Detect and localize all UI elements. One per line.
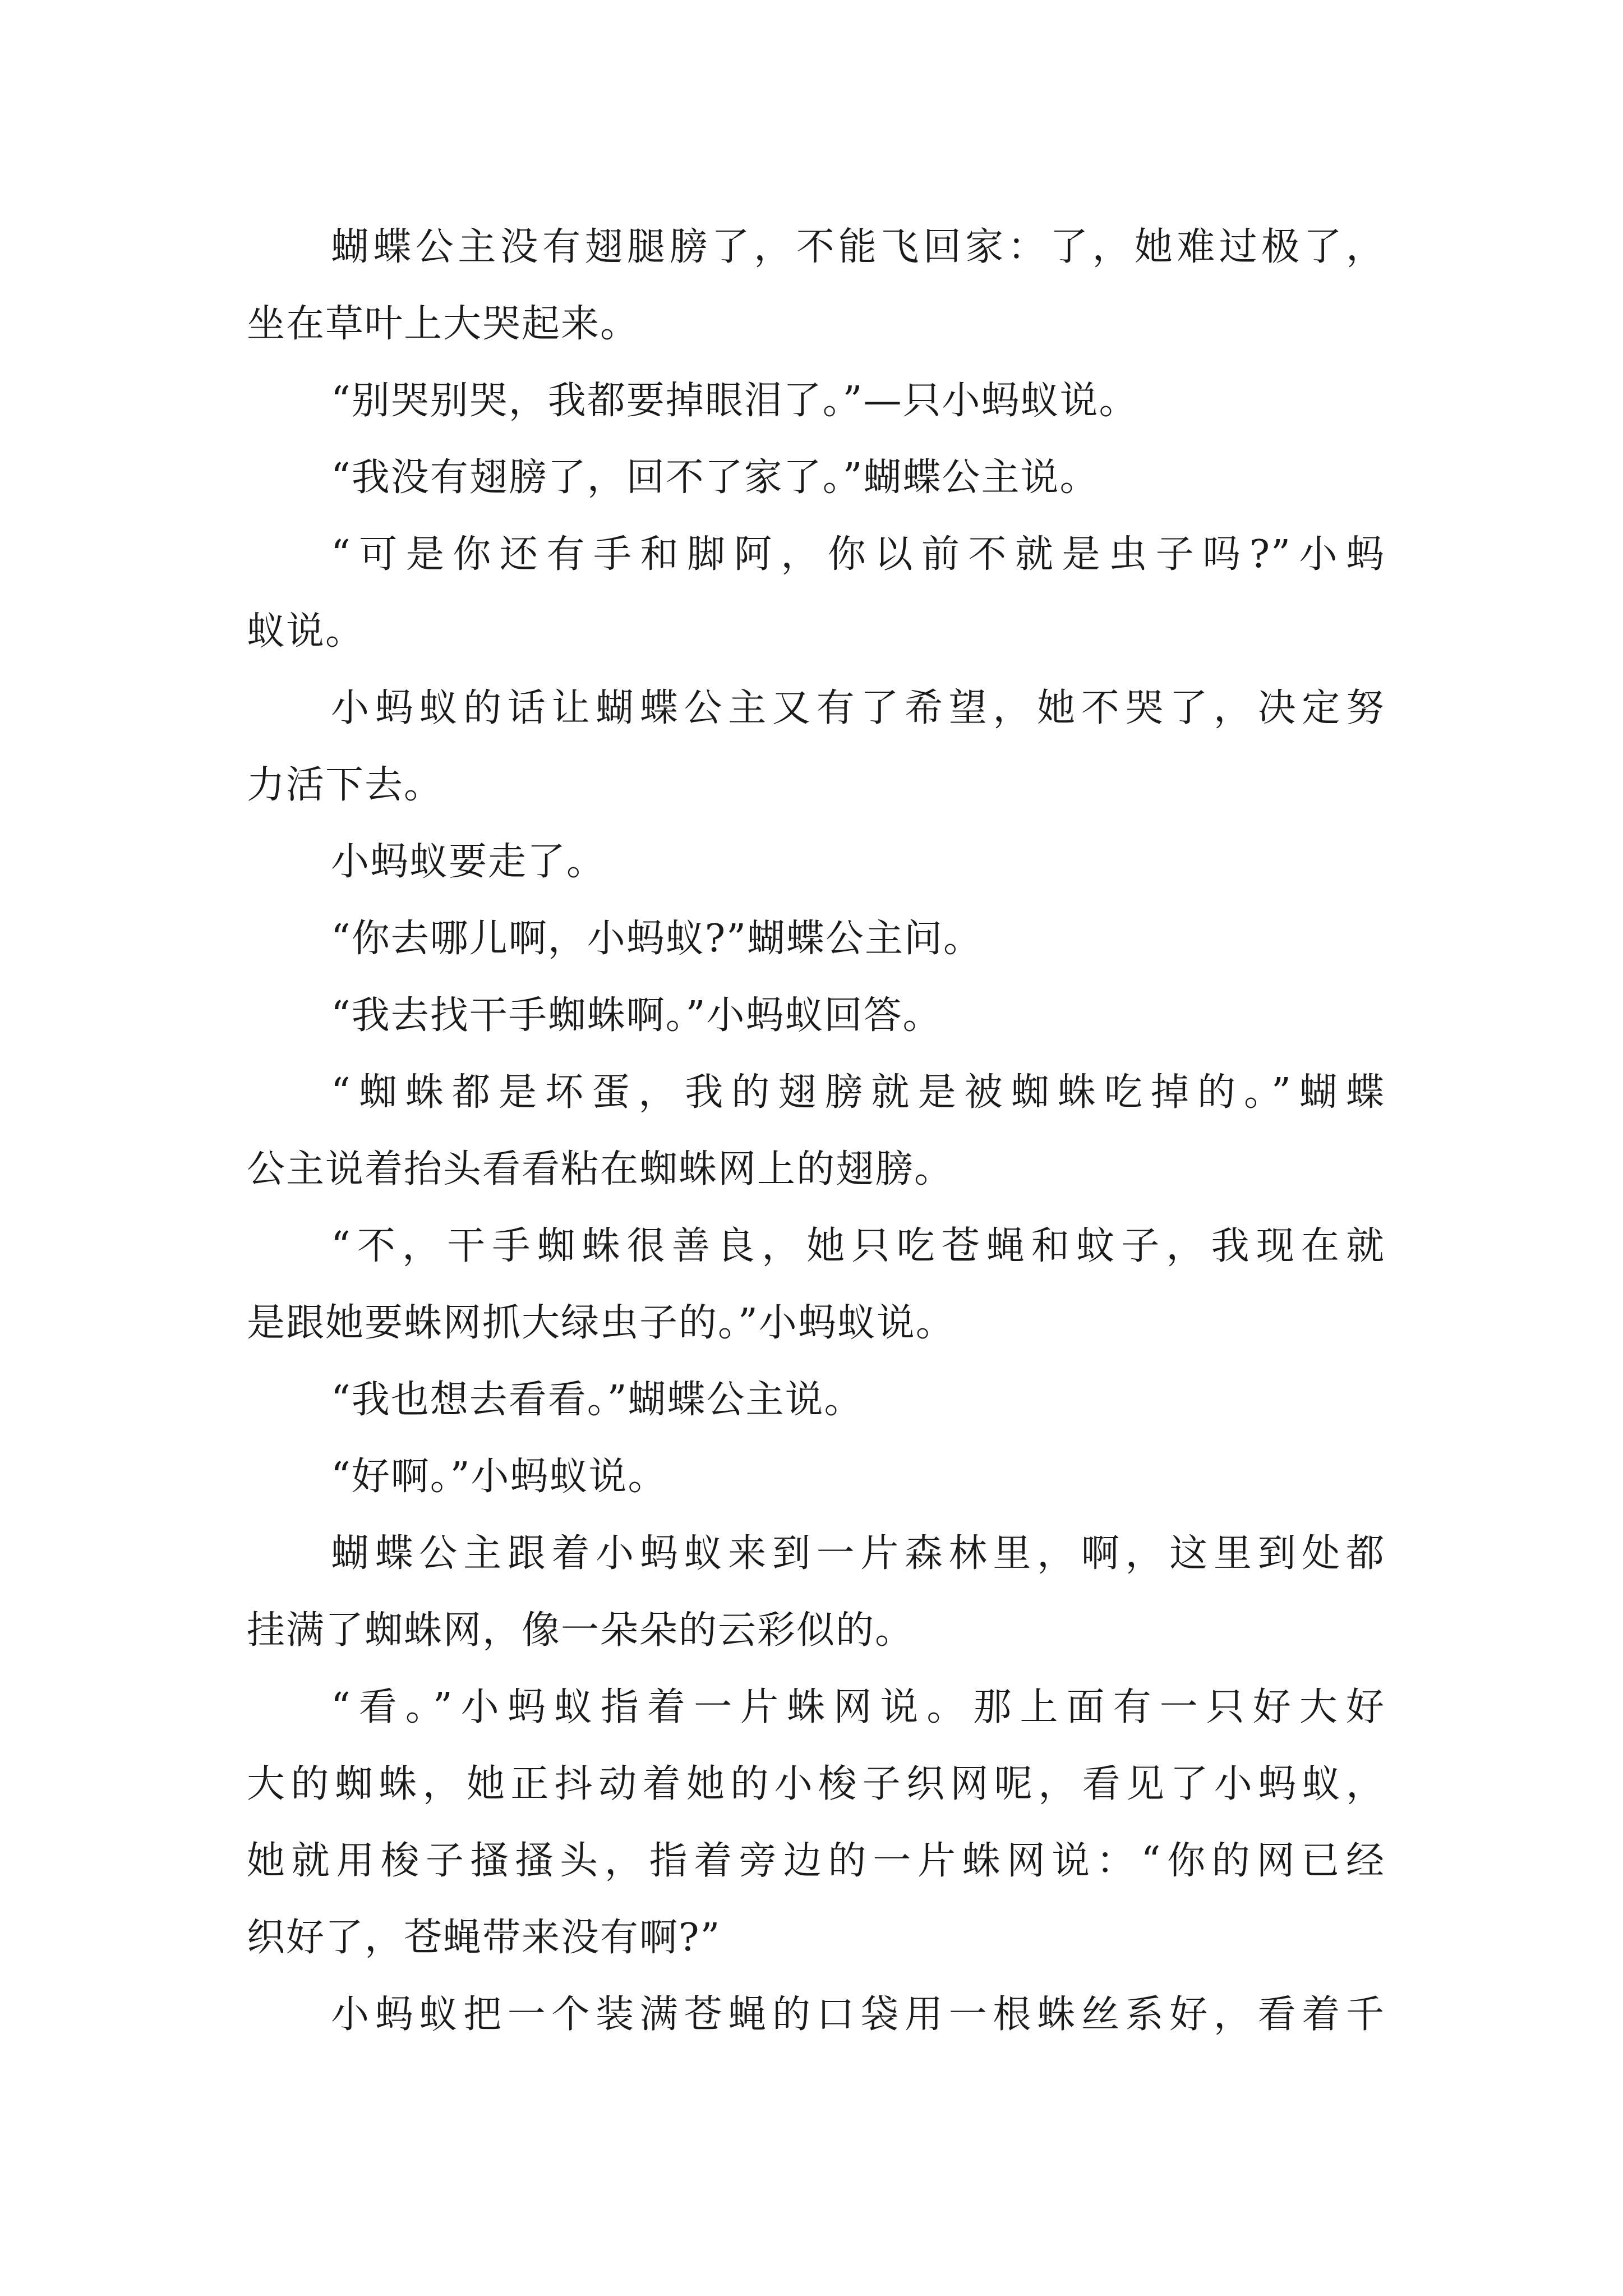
text-line: 挂满了蜘蛛网，像一朵朵的云彩似的。 [247, 1608, 915, 1653]
text-line: 是跟她要蛛网抓大绿虫子的。”小蚂蚁说。 [247, 1301, 955, 1345]
text-line: “我去找干手蜘蛛啊。”小蚂蚁回答。 [331, 993, 942, 1038]
text-line: 坐在草叶上大哭起来。 [247, 302, 640, 346]
text-line: 织好了，苍蝇带来没有啊?” [247, 1916, 721, 1960]
text-line: “别哭别哭，我都要掉眼泪了。”—只小蚂蚁说。 [331, 379, 1138, 423]
text-line: “看。”小蚂蚁指着一片蛛网说。那上面有一只好大好 [331, 1685, 1385, 1729]
text-line: “你去哪儿啊，小蚂蚁?”蝴蝶公主问。 [331, 917, 983, 961]
text-line: “蜘蛛都是坏蛋，我的翅膀就是被蜘蛛吃掉的。”蝴蝶 [331, 1070, 1385, 1115]
text-line: 大的蜘蛛，她正抖动着她的小梭子织网呢，看见了小蚂蚁， [247, 1762, 1385, 1806]
text-line: “可是你还有手和脚阿，你以前不就是虫子吗?”小蚂 [331, 532, 1385, 577]
text-line: 小蚂蚁把一个装满苍蝇的口袋用一根蛛丝系好，看着千 [331, 1993, 1385, 2037]
text-line: 蝴蝶公主跟着小蚂蚁来到一片森林里，啊，这里到处都 [331, 1531, 1385, 1576]
text-line: 公主说着抬头看看粘在蜘蛛网上的翅膀。 [247, 1147, 954, 1191]
text-line: “好啊。”小蚂蚁说。 [331, 1455, 667, 1499]
text-line: “我也想去看看。”蝴蝶公主说。 [331, 1378, 864, 1422]
text-line: 蚁说。 [247, 609, 365, 654]
text-line: 小蚂蚁的话让蝴蝶公主又有了希望，她不哭了，决定努 [331, 686, 1385, 730]
text-line: 蝴蝶公主没有翅腿膀了，不能飞回家：了，她难过极了， [331, 225, 1385, 269]
text-line: “不，干手蜘蛛很善良，她只吃苍蝇和蚊子，我现在就 [331, 1224, 1385, 1268]
text-line: 力活下去。 [247, 763, 444, 807]
text-line: 小蚂蚁要走了。 [331, 840, 606, 884]
text-line: 她就用梭子搔搔头，指着旁边的一片蛛网说：“你的网已经 [247, 1839, 1385, 1883]
text-line: “我没有翅膀了，回不了家了。”蝴蝶公主说。 [331, 455, 1099, 500]
